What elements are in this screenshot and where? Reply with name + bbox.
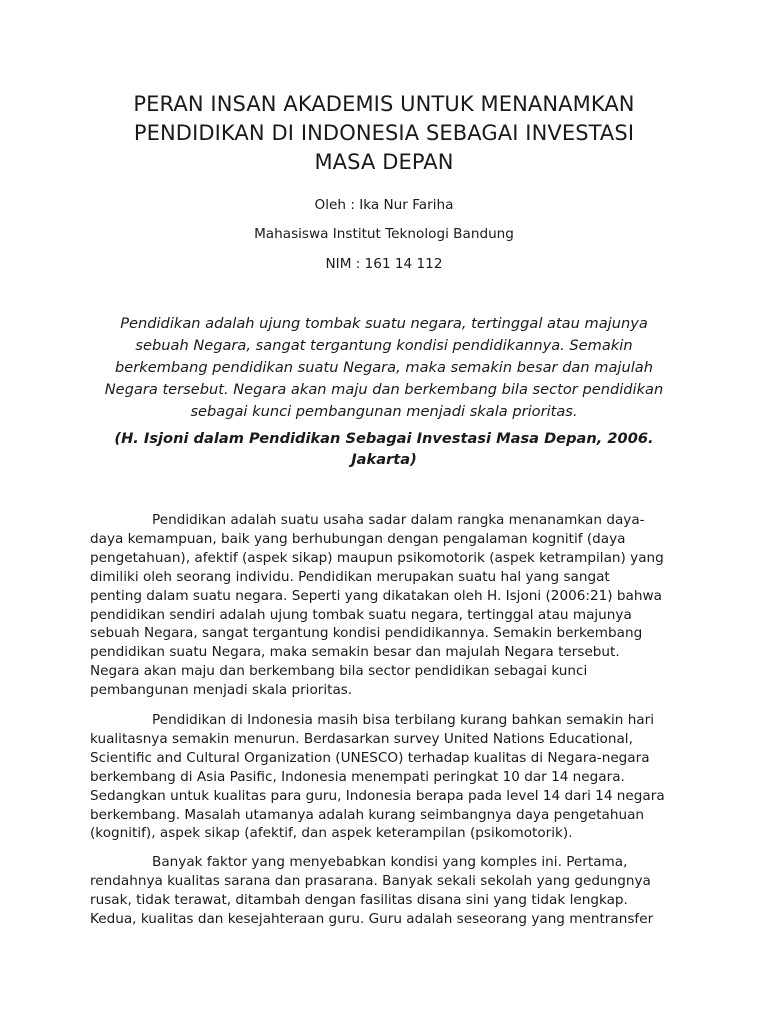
student-id-line: NIM : 161 14 112 bbox=[325, 256, 443, 272]
paragraph-line: sebuah Negara, sangat tergantung kondisi pendidikannya. Semakin berkembang bbox=[90, 625, 643, 642]
quote-line: Negara tersebut. Negara akan maju dan berkembang bila sector pendidikan bbox=[104, 381, 664, 398]
quote-line: sebuah Negara, sangat tergantung kondisi pendidikannya. Semakin bbox=[135, 337, 633, 354]
author-line: Oleh : Ika Nur Fariha bbox=[314, 197, 454, 213]
paragraph-line: penting dalam suatu negara. Seperti yang dikatakan oleh H. Isjoni (2006:21) bahwa bbox=[90, 587, 662, 604]
paragraph-line: Pendidikan adalah suatu usaha sadar dalam rangka menanamkan daya- bbox=[152, 512, 645, 528]
paragraph-line: pendidikan sendiri adalah ujung tombak suatu negara, tertinggal atau majunya bbox=[90, 606, 632, 623]
citation-line: (H. Isjoni dalam Pendidikan Sebagai Investasi Masa Depan, 2006. bbox=[114, 430, 654, 447]
paragraph-line: (kognitif), aspek sikap (afektif, dan aspek keterampilan (psikomotorik). bbox=[90, 825, 573, 842]
paragraph-line: rendahnya kualitas sarana dan prasarana. Banyak sekali sekolah yang gedungnya bbox=[90, 872, 651, 889]
quote-line: sebagai kunci pembangunan menjadi skala prioritas. bbox=[190, 403, 578, 420]
paragraph-line: dimiliki oleh seorang individu. Pendidikan merupakan suatu hal yang sangat bbox=[90, 568, 610, 585]
paragraph-line: Kedua, kualitas dan kesejahteraan guru. Guru adalah seseorang yang mentransfer bbox=[90, 910, 654, 927]
quote-line: Pendidikan adalah ujung tombak suatu negara, tertinggal atau majunya bbox=[120, 315, 648, 332]
paragraph-line: berkembang di Asia Pasific, Indonesia menempati peringkat 10 dar 14 negara. bbox=[90, 768, 625, 785]
paragraph-line: pendidikan suatu Negara, maka semakin besar dan majulah Negara tersebut. bbox=[90, 644, 620, 661]
body-paragraph bbox=[90, 853, 680, 929]
citation-line: Jakarta) bbox=[351, 451, 417, 468]
paragraph-line: berkembang. Masalah utamanya adalah kurang seimbangnya daya pengetahuan bbox=[90, 806, 645, 823]
paragraph-line: rusak, tidak terawat, ditambah dengan fasilitas disana sini yang tidak lengkap. bbox=[90, 891, 628, 908]
paragraph-line: Pendidikan di Indonesia masih bisa terbilang kurang bahkan semakin hari bbox=[152, 712, 654, 728]
paragraph-line: Banyak faktor yang menyebabkan kondisi yang komples ini. Pertama, bbox=[152, 854, 628, 870]
title-line: PERAN INSAN AKADEMIS UNTUK MENANAMKAN bbox=[133, 92, 635, 116]
document-title bbox=[90, 90, 678, 177]
paragraph-line: kualitasnya semakin menurun. Berdasarkan survey United Nations Educational, bbox=[90, 730, 633, 747]
paragraph-line: pembangunan menjadi skala prioritas. bbox=[90, 682, 353, 699]
paragraph-line: Negara akan maju dan berkembang bila sector pendidikan sebagai kunci bbox=[90, 663, 588, 680]
paragraph-line: pengetahuan), afektif (aspek sikap) maupun psikomotorik (aspek ketrampilan) yang bbox=[90, 549, 664, 566]
epigraph-quote bbox=[90, 313, 678, 423]
paragraph-line: daya kemampuan, baik yang berhubungan dengan pengalaman kognitif (daya bbox=[90, 530, 626, 547]
affiliation-line: Mahasiswa Institut Teknologi Bandung bbox=[254, 226, 514, 242]
quote-line: berkembang pendidikan suatu Negara, maka semakin besar dan majulah bbox=[115, 359, 653, 376]
quote-citation bbox=[90, 428, 678, 470]
paragraph-line: Scientific and Cultural Organization (UNESCO) terhadap kualitas di Negara-negara bbox=[90, 749, 650, 766]
title-line: PENDIDIKAN DI INDONESIA SEBAGAI INVESTASI bbox=[133, 121, 635, 145]
paragraph-line: Sedangkan untuk kualitas para guru, Indonesia berapa pada level 14 dari 14 negara bbox=[90, 787, 665, 804]
body-paragraph bbox=[90, 511, 680, 700]
body-paragraph bbox=[90, 711, 680, 843]
title-line: MASA DEPAN bbox=[314, 150, 454, 174]
